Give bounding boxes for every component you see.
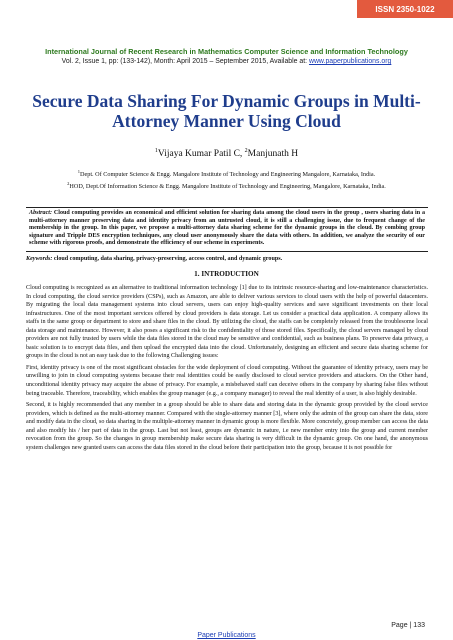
author-1-name: Vijaya Kumar Patil C, bbox=[157, 149, 245, 160]
keywords bbox=[26, 255, 428, 263]
affiliation-1 bbox=[30, 168, 423, 180]
author-1-superscript: 1 bbox=[154, 148, 158, 154]
abstract-text: Cloud computing provides an economical and efficient solution for sharing data among the cloud users in the group , users sharing data in a multi-attorney manner preserving data and identity privacy from an untrusted cloud, it is still a challenging issue, due to frequent change of the membership in the group. In this paper, we propose a multi-attorney data sharing scheme for the dynamic groups in the cloud. By combing group signature and Tripple DES encryption techniques, any cloud user anonymously share the data with others. In addition, we analyze the security of our scheme with rigorous proofs, and demonstrate the efficiency of our scheme in experiments. bbox=[29, 210, 425, 247]
keywords-text: cloud computing, data sharing, privacy-preserving, access control, and dynamic groups. bbox=[52, 256, 283, 262]
journal-url-link[interactable]: www.paperpublications.org bbox=[308, 58, 392, 65]
author-2-name: Manjunath H bbox=[247, 149, 299, 160]
paper-title: Secure Data Sharing For Dynamic Groups in Multi-Attorney Manner Using Cloud bbox=[32, 91, 421, 131]
paragraph: Second, it is highly recommended that any member in a group should be able to share data and storing data in the dynamic group provided by the cloud service providers, which is defined as the multi-attorney manner. Compared with the single-attorney manner [3], where only the admin of the group can share the data, store and modify data in the cloud, so data sharing in the multiple-attorney manner in dynamic group is more flexible. More concretely, group member can access the data and also modify his / her part of data in the group. Last but not least, groups are dynamic in nature, i.e new member entry into the group and current member revocation from the group. So the changes in group membership make secure data sharing is very difficult in the dynamic group. On one hand, the anonymous system challenges new granted users can access the data files stored in the cloud before their participation into the group, because it is not possible for bbox=[26, 402, 428, 451]
journal-name: International Journal of Recent Research in Mathematics Computer Science and Information Technology bbox=[45, 47, 408, 56]
paragraph: Cloud computing is recognized as an alternative to traditional information technology [1] due to its intrinsic resource-sharing and low-maintenance characteristics. In cloud computing, the cloud service providers (CSPs), such as Amazon, are able to deliver various services to cloud users with the help of powerful datacenters. By migrating the local data management systems into cloud servers, users can enjoy high-quality services and save significant investments on their local infrastructures. One of the most important services offered by cloud providers is data storage. Let us consider a practical data application. A company allows its staffs in the same group or department to store and share files in the cloud. By utilizing the cloud, the staffs can be completely released from the troublesome local data storage and maintenance. However, it also poses a significant risk to the confidentiality of those stored files. Specifically, the cloud servers managed by cloud providers are not fully trusted by users while the data files stored in the cloud may be sensitive and confidential, such as business plans. To preserve data privacy, a basic solution is to encrypt data files, and then upload the encrypted data into the cloud. Unfortunately, designing an efficient and secure data sharing scheme for groups in the cloud is not an easy task due to the following Challenging issues: bbox=[26, 285, 428, 360]
affiliation-1-text: Dept. Of Computer Science & Engg. Mangalore Institute of Technology and Engineering Mangalore, Karnataka, India. bbox=[80, 171, 376, 179]
affiliation-2 bbox=[30, 180, 423, 192]
affiliation-1-superscript: 1 bbox=[77, 169, 81, 174]
journal-volume-text: Vol. 2, Issue 1, pp: (133-142), Month: April 2015 – September 2015, Available at: bbox=[61, 58, 308, 65]
journal-header bbox=[18, 47, 435, 67]
footer-publisher-link[interactable]: Paper Publications bbox=[197, 632, 256, 639]
affiliation-2-superscript: 2 bbox=[67, 180, 70, 186]
affiliations bbox=[30, 168, 423, 191]
journal-volume-line bbox=[18, 57, 435, 67]
paragraph: First, identity privacy is one of the most significant obstacles for the wide deployment of cloud computing. Without the guarantee of identity privacy, users may be unwilling to join in cloud computing systems because their real identities could be easily disclosed to cloud service providers and attackers. On the Other hand, unconditional identity privacy may acquire the abuse of privacy. For example, a misbehaved staff can deceive others in the company by sharing false files without being traceable. Therefore, traceability, which enables the group manager (e.g., a company manager) to reveal the real identity of a user, is also highly desirable. bbox=[26, 364, 428, 397]
page-number: Page | 133 bbox=[391, 622, 425, 629]
keywords-label: Keywords: bbox=[26, 256, 53, 262]
abstract-label: Abstract: bbox=[29, 210, 53, 216]
author-line bbox=[0, 145, 453, 160]
affiliation-2-text: HOD, Dept.Of Information Science & Engg. Mangalore Institute of Technology and Engineering, Mangalore, Karnataka, India. bbox=[69, 182, 386, 190]
abstract-box bbox=[26, 207, 428, 252]
section-heading-introduction: 1. INTRODUCTION bbox=[194, 270, 259, 278]
issn-badge: ISSN 2350-1022 bbox=[357, 0, 453, 18]
body-text bbox=[26, 284, 428, 455]
author-2-superscript: 2 bbox=[244, 148, 248, 154]
